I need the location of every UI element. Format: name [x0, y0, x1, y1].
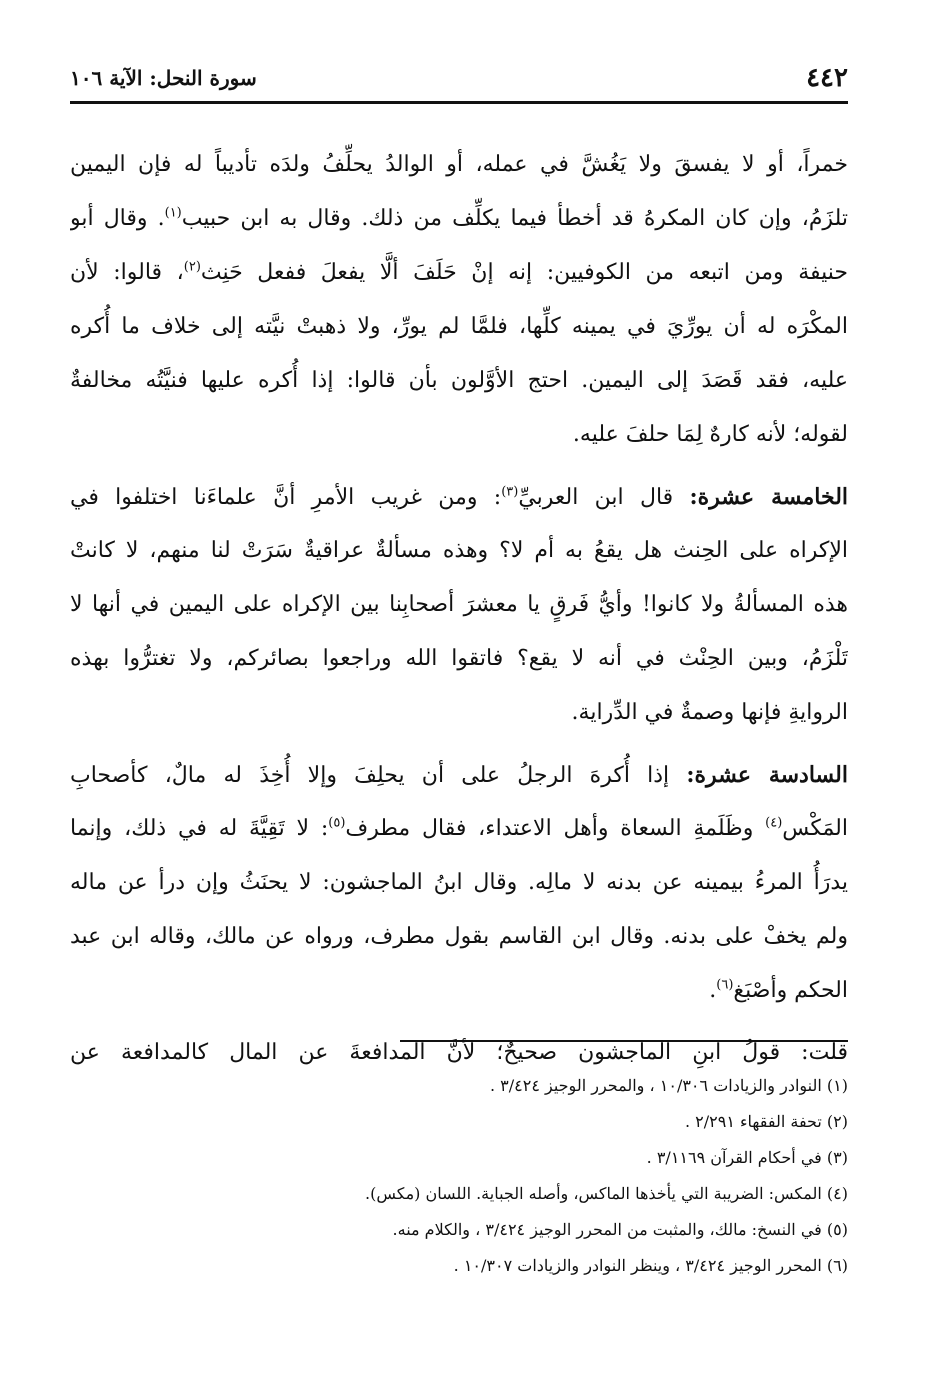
text-segment: ، قالوا: لأن [70, 260, 184, 285]
text-segment: . وقال أبو [70, 206, 165, 231]
text-line [70, 802, 848, 856]
text-segment: الحكم وأصْبَغ [733, 978, 848, 1003]
text-line: لقوله؛ لأنه كارهٌ لِمَا حلفَ عليه. [572, 422, 848, 447]
paragraph-gap [70, 740, 848, 748]
footnote-ref: (٤) [765, 815, 783, 831]
footnote-ref: (١) [164, 205, 182, 221]
paragraph-gap [70, 462, 848, 470]
footnote-ref: (٣) [501, 484, 519, 500]
page-header [70, 58, 848, 98]
text-line [70, 470, 848, 524]
footnote: (٤) المكس: الضريبة التي يأخذها الماكس، وأصله الجباية. اللسان (مكس). [365, 1184, 848, 1203]
text-segment: تلزَمُ، وإن كان المكرهُ قد أخطأ فيما يكلِّف من ذلك. وقال به ابن حبيب [181, 206, 848, 231]
text-segment: وظَلَمةِ السعاة وأهل الاعتداء، فقال مطرف [345, 816, 766, 841]
text-line: ولم يخفْ على بدنه. وقال ابن القاسم بقول مطرف، ورواه عن مالك، وقاله ابن عبد [70, 924, 848, 949]
text-line: المكْرَه له أن يورِّيَ في يمينه كلِّها، فلمَّا لم يورِّ، ولا ذهبتْ نيَّته إلى خلاف ما أُكره [70, 314, 848, 339]
page-number: ٤٤٢ [806, 63, 848, 93]
footnote-separator [400, 1040, 848, 1042]
footnote: (٣) في أحكام القرآن ٣/١١٦٩ . [646, 1148, 848, 1167]
text-line: تَلْزَمُ، وبين الحِنْث في أنه لا يقع؟ فاتقوا الله وراجعوا بصائركم، ولا تغترُّوا بهذه [70, 646, 848, 671]
paragraph-gap [70, 1018, 848, 1026]
text-line [70, 246, 848, 300]
text-segment: : ومن غريب الأمرِ أنَّ علماءَنا اختلفوا في [70, 485, 502, 510]
footnote: (١) النوادر والزيادات ١٠/٣٠٦ ، والمحرر الوجيز ٣/٤٢٤ . [489, 1076, 848, 1095]
main-text [70, 138, 848, 1080]
text-line: يدرَأُ المرءُ بيمينه عن بدنه لا مالِه. وقال ابنُ الماجشون: لا يحنَثُ وإن درأ عن ماله [70, 870, 848, 895]
footnote: (٢) تحفة الفقهاء ٢/٢٩١ . [684, 1112, 848, 1131]
footnote-ref: (٦) [716, 977, 734, 993]
text-segment: حنيفة ومن اتبعه من الكوفيين: إنه إنْ حَلَفَ ألَّا يفعلَ ففعل حَنِث [200, 260, 848, 285]
text-segment: إذا أُكرهَ الرجلُ على أن يحلِفَ وإلا أُخِذَ له مالٌ، كأصحابِ [70, 763, 670, 788]
text-line [70, 964, 848, 1018]
text-line [70, 748, 848, 802]
footnote-ref: (٥) [328, 815, 346, 831]
text-segment: : لا تَقِيَّةَ له في ذلك، وإنما [70, 816, 329, 841]
text-segment: . [709, 978, 717, 1003]
text-line [70, 192, 848, 246]
footnote: (٥) في النسخ: مالك، والمثبت من المحرر الوجيز ٣/٤٢٤ ، والكلام منه. [392, 1220, 848, 1239]
footnote: (٦) المحرر الوجيز ٣/٤٢٤ ، وينظر النوادر والزيادات ١٠/٣٠٧ . [453, 1256, 848, 1275]
header-rule [70, 101, 848, 104]
section-heading: الخامسة عشرة: [689, 484, 848, 510]
text-line: عليه، فقد قَصَدَ إلى اليمين. احتج الأوَّلون بأن قالوا: إذا أُكره عليها فنيَّتُه مخالفةٌ [70, 368, 848, 393]
text-line: قلت: قولُ ابنِ الماجشون صحيحٌ؛ لأنَّ المدافعةَ عن المال كالمدافعة عن [70, 1040, 848, 1065]
text-line: هذه المسألةُ ولا كانوا! وأيُّ فَرقٍ يا معشرَ أصحابِنا بين الإكراه على اليمين في أنها لا [70, 592, 848, 617]
footnotes [70, 1068, 848, 1284]
text-line: الروايةِ فإنها وصمةٌ في الدِّراية. [571, 700, 848, 725]
text-line: خمراً، أو لا يفسقَ ولا يَغُشَّ في عمله، أو الوالدُ يحلِّفُ ولدَه تأديباً له فإن اليمين [70, 152, 848, 177]
text-segment: قال ابن العربيِّ [518, 485, 674, 510]
running-title: سورة النحل: الآية ١٠٦ [70, 66, 257, 90]
footnote-ref: (٢) [183, 259, 201, 275]
text-line: الإكراه على الحِنث هل يقعُ به أم لا؟ وهذه مسألةٌ عراقيةٌ سَرَتْ لنا منهم، لا كانتْ [70, 538, 848, 563]
text-segment: المَكْس [782, 816, 848, 841]
section-heading: السادسة عشرة: [686, 762, 848, 788]
